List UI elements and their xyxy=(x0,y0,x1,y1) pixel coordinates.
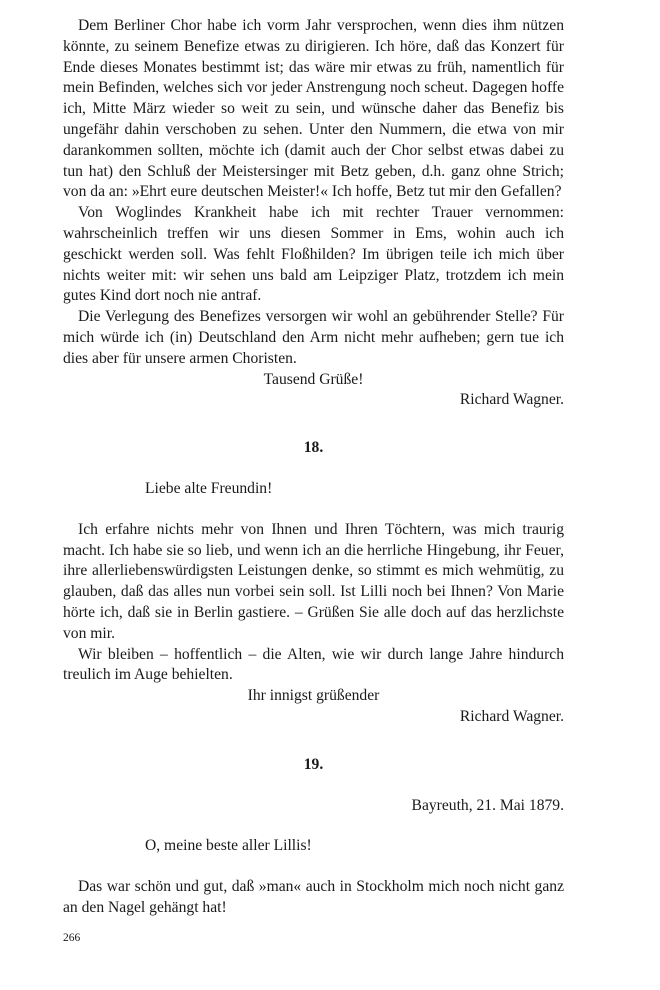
letter-salutation: Liebe alte Freundin! xyxy=(145,479,273,497)
letter-closing: Ihr innigst grüßender xyxy=(247,687,380,705)
letter-18 xyxy=(63,438,564,728)
page-text xyxy=(63,16,564,919)
page-number: 266 xyxy=(63,932,81,944)
letter-paragraph: Ich erfahre nichts mehr von Ihnen und Ihren Töchtern, was mich traurig macht. Ich habe sie so lieb, und wenn ich an die herrliche Hingebung, ihr Feuer, ihre allerliebenswürdigsten Leistungen denke, so stimmt es mich wehmütig, zu glauben, daß das alles nun vorbei sein soll. Ist Lilli noch bei Ihnen? Von Marie hörte ich, daß sie in Berlin gastiere. – Grüßen Sie alle doch auf das herzlichste von mir. xyxy=(63,520,564,642)
letter-paragraph: Von Woglindes Krankheit habe ich mit rechter Trauer vernommen: wahrscheinlich treffen wir uns diesen Sommer in Ems, wohin auch ich geschickt werden soll. Was fehlt Floßhilden? Im übrigen teile ich mich über nichts weiter mit: wir sehen uns bald am Leipziger Platz, trotzdem ich mein gutes Kind dort noch nie antraf. xyxy=(63,204,564,305)
letter-signature: Richard Wagner. xyxy=(459,707,564,725)
letter-number: 18. xyxy=(303,439,324,457)
letter-19 xyxy=(63,755,564,919)
letter-closing: Tausend Grüße! xyxy=(263,370,364,388)
letter-place-date: Bayreuth, 21. Mai 1879. xyxy=(411,796,564,814)
letter-salutation: O, meine beste aller Lillis! xyxy=(145,837,312,855)
letter-paragraph: Die Verlegung des Benefizes versorgen wir wohl an gebührender Stelle? Für mich würde ich (in) Deutschland den Arm nicht mehr aufheben; gern tue ich dies aber für unsere armen Choristen. xyxy=(63,308,564,367)
letter-paragraph: Dem Berliner Chor habe ich vorm Jahr versprochen, wenn dies ihm nützen könnte, zu seinem Benefize etwas zu dirigieren. Ich höre, daß das Konzert für Ende dieses Monates bestimmt ist; das wäre mir etwas zu früh, namentlich für mein Befinden, welches sich vor jeder Anstrengung noch scheut. Dagegen hoffe ich, Mitte März wieder so weit zu sein, und wünsche daher das Benefiz bis ungefähr dahin verschoben zu sehen. Unter den Nummern, die etwa von mir darankommen sollten, möchte ich (damit auch der Chor selbst etwas dabei zu tun hat) den Schluß der Meistersinger mit Betz geben, d.h. ganz ohne Strich; von da an: »Ehrt eure deutschen Meister!« Ich hoffe, Betz tut mir den Gefallen? xyxy=(63,17,564,201)
letter-paragraph: Wir bleiben – hoffentlich – die Alten, wie wir durch lange Jahre hindurch treulich im Auge behielten. xyxy=(63,645,564,684)
letter-signature: Richard Wagner. xyxy=(459,391,564,409)
letter-17 xyxy=(63,16,564,411)
letter-number: 19. xyxy=(303,755,324,773)
letter-paragraph: Das war schön und gut, daß »man« auch in Stockholm mich noch nicht ganz an den Nagel gehängt hat! xyxy=(63,878,564,916)
